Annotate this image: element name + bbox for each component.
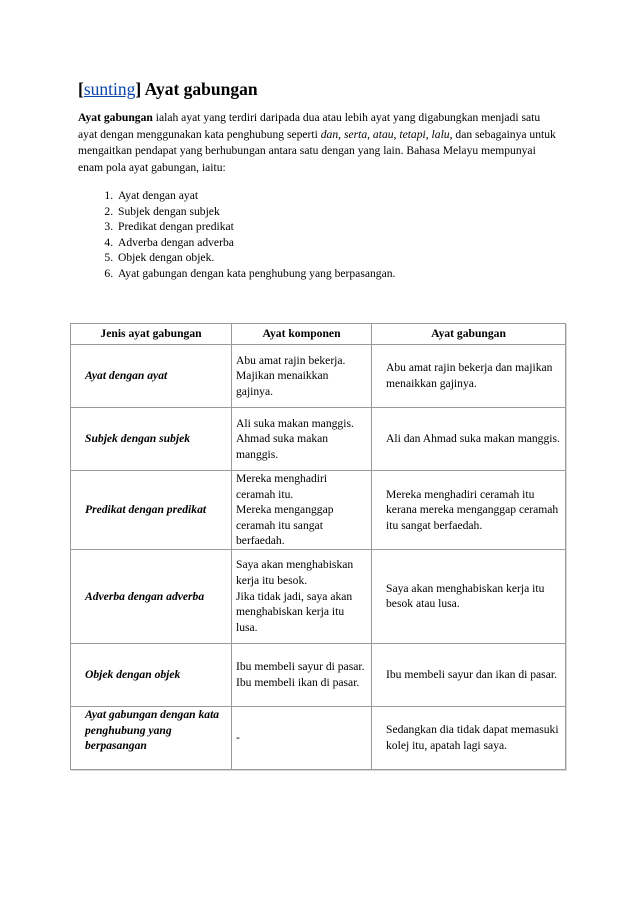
- komponen-1: Abu amat rajin bekerja.: [236, 353, 346, 367]
- conj-dan: dan: [320, 127, 339, 141]
- cell-jenis: Subjek dengan subjek: [71, 408, 232, 471]
- komponen-2: Mereka menganggap ceramah itu sangat berfaedah.: [236, 503, 334, 548]
- conj-tetapi: tetapi: [399, 127, 426, 141]
- cell-jenis: Objek dengan objek: [71, 643, 232, 706]
- conj-lalu: lalu: [431, 127, 450, 141]
- article-section: [78, 78, 562, 281]
- cell-gabungan: Ali dan Ahmad suka makan manggis.: [372, 408, 566, 471]
- header-jenis: Jenis ayat gabungan: [71, 324, 232, 345]
- cell-jenis: Ayat dengan ayat: [71, 345, 232, 408]
- komponen-2: Jika tidak jadi, saya akan menghabiskan kerja itu lusa.: [236, 589, 353, 634]
- table-row: [71, 408, 566, 471]
- list-item: 2. Subjek dengan subjek: [116, 204, 562, 220]
- table-header-row: [71, 324, 566, 345]
- cell-gabungan: Ibu membeli sayur dan ikan di pasar.: [372, 643, 566, 706]
- header-gabungan: Ayat gabungan: [372, 324, 566, 345]
- cell-komponen: [232, 345, 372, 408]
- cell-komponen: [232, 471, 372, 550]
- header-komponen: Ayat komponen: [232, 324, 372, 345]
- cell-komponen: [232, 643, 372, 706]
- komponen-1: Ibu membeli sayur di pasar.: [236, 660, 365, 674]
- list-item: 4. Adverba dengan adverba: [116, 235, 562, 251]
- list-item: 5. Objek dengan objek.: [116, 250, 562, 266]
- komponen-1: Mereka menghadiri ceramah itu.: [236, 472, 328, 501]
- section-title: Ayat gabungan: [144, 79, 258, 99]
- section-heading: [sunting] Ayat gabungan: [78, 79, 258, 99]
- cell-gabungan: Abu amat rajin bekerja dan majikan menaikkan gajinya.: [372, 345, 566, 408]
- conj-serta: serta: [343, 127, 368, 141]
- cell-komponen: [232, 549, 372, 643]
- cell-gabungan: Mereka menghadiri ceramah itu kerana mereka menganggap ceramah itu sangat berfaedah.: [372, 471, 566, 550]
- list-item: 3. Predikat dengan predikat: [116, 219, 562, 235]
- komponen-2: Ibu membeli ikan di pasar.: [236, 675, 360, 689]
- cell-komponen: [232, 706, 372, 769]
- table-row: [71, 706, 566, 769]
- pattern-list: [78, 188, 562, 281]
- table-row: [71, 345, 566, 408]
- cell-gabungan: Saya akan menghabiskan kerja itu besok atau lusa.: [372, 549, 566, 643]
- examples-table: [70, 323, 566, 770]
- list-item: 6. Ayat gabungan dengan kata penghubung yang berpasangan.: [116, 266, 562, 282]
- komponen-1: Saya akan menghabiskan kerja itu besok.: [236, 558, 354, 588]
- cell-jenis: Adverba dengan adverba: [71, 549, 232, 643]
- table-row: [71, 549, 566, 643]
- intro-paragraph: Ayat gabungan ialah ayat yang terdiri daripada dua atau lebih ayat yang digabungkan menjadi satu ayat dengan menggunakan kata penghubung seperti dan, serta, atau, tetapi, lalu, dan sebagainya untuk mengaitkan pendapat yang berhubungan antara satu dengan yang lain. Bahasa Melayu mempunyai enam pola ayat gabungan, iaitu:: [78, 111, 556, 174]
- table-row: [71, 471, 566, 550]
- intro-text-2: , dan sebagainya untuk mengaitkan pendapat yang berhubungan antara satu dengan yang lain. Bahasa Melayu mempunyai enam pola ayat gabungan, iaitu:: [78, 127, 556, 174]
- intro-term: Ayat gabungan: [78, 111, 153, 124]
- list-item: 1. Ayat dengan ayat: [116, 188, 562, 204]
- cell-jenis: Ayat gabungan dengan kata penghubung yang berpasangan: [71, 706, 232, 769]
- conj-atau: atau: [372, 127, 394, 141]
- cell-komponen: [232, 408, 372, 471]
- komponen-1: Ali suka makan manggis.: [236, 416, 354, 430]
- komponen-2: Ahmad suka makan manggis.: [236, 432, 329, 461]
- edit-link[interactable]: sunting: [83, 79, 136, 99]
- intro-text-1: ialah ayat yang terdiri daripada dua atau lebih ayat yang digabungkan menjadi satu ayat dengan menggunakan kata penghubung seperti: [78, 111, 541, 141]
- cell-gabungan: Sedangkan dia tidak dapat memasuki kolej itu, apatah lagi saya.: [372, 706, 566, 769]
- cell-jenis: Predikat dengan predikat: [71, 471, 232, 550]
- komponen-1: -: [236, 731, 240, 745]
- table-row: [71, 643, 566, 706]
- komponen-2: Majikan menaikkan gajinya.: [236, 369, 329, 398]
